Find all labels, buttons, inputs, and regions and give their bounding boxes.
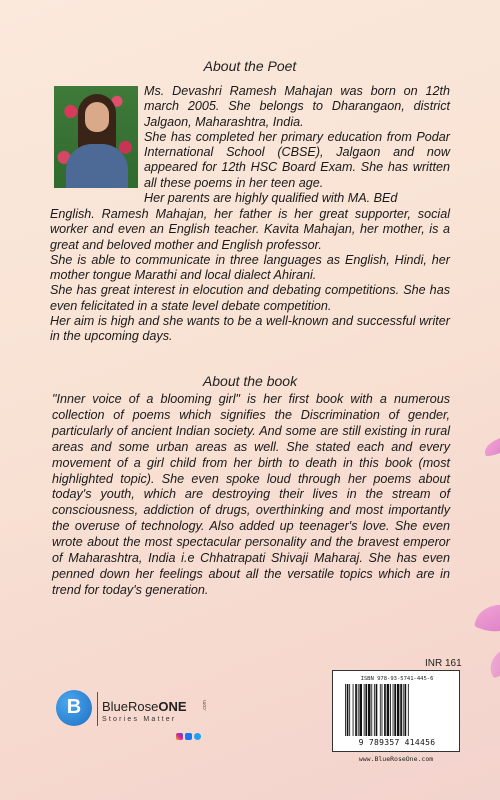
barcode-bar	[408, 684, 409, 736]
isbn-digits: 9 789357 414456	[358, 738, 436, 747]
price-label: INR 161	[425, 658, 462, 669]
barcode-bar	[380, 684, 381, 736]
poet-bio-paragraph: Her aim is high and she wants to be a well-known and successful writer in the upcoming days.	[50, 314, 450, 344]
barcode-bar	[364, 684, 365, 736]
barcode-bar	[390, 684, 391, 736]
social-icons	[176, 727, 203, 745]
instagram-icon	[176, 733, 183, 740]
barcode-bar	[368, 684, 371, 736]
isbn-label: ISBN 978-93-5741-445-6	[360, 676, 434, 682]
barcode-bar	[384, 684, 386, 736]
about-poet-heading: About the Poet	[203, 58, 297, 74]
book-description: "Inner voice of a blooming girl" is her first book with a numerous collection of poems which signifies the Discrimination of gender, particularly of ancient Indian society. And some are still existing in rural areas and some urban areas as well. She stated each and every movement of a girl child from her birth to death in this book (most highlighted topic). She even spoke loud through her poems about today's youth, which are destroying their lives in the stream of consciousness, addiction of drugs, overthinking and most importantly the overuse of technology. Also added up teenager's love. She even wrote about the most spectacular personality and the bravest emperor of Maharashtra, India i.e Chhatrapati Shivaji Maharaj. She has even penned down her feelings about all the versatile topics which are in trend for today's generation.	[52, 392, 450, 597]
poet-bio-narrow	[144, 84, 450, 206]
barcode-bar	[376, 684, 378, 736]
barcode-bar	[347, 684, 349, 736]
poet-bio-paragraph: She has great interest in elocution and debating competitions. She has even felicitated in a state level debate competition.	[50, 283, 450, 313]
publisher-brand	[102, 699, 208, 714]
poet-bio-paragraph: English. Ramesh Mahajan, her father is her great supporter, social worker and even an English teacher. Kavita Mahajan, her mother, is a great and beloved mother and English professor.	[50, 207, 450, 252]
barcode-bar	[365, 684, 367, 736]
facebook-icon	[185, 733, 192, 740]
lotus-petal-decoration	[483, 436, 500, 457]
brand-one: ONE	[158, 699, 187, 714]
poet-bio-paragraph: Ms. Devashri Ramesh Mahajan was born on 12th march 2005. She belongs to Dharangaon, district Jalgaon, Maharashtra, India.	[144, 84, 450, 129]
poet-bio-wide	[50, 207, 450, 345]
poet-photo	[54, 86, 138, 188]
barcode-bar	[394, 684, 396, 736]
logo-letter: B	[66, 696, 82, 718]
publisher-website: www.BlueRoseOne.com	[358, 755, 434, 763]
brand-com: .com	[202, 700, 208, 711]
barcode-bar	[374, 684, 375, 736]
barcode-bar	[405, 684, 407, 736]
barcode-bar	[358, 684, 359, 736]
barcode-bar	[397, 684, 400, 736]
poet-bio-paragraph: She is able to communicate in three languages as English, Hindi, her mother tongue Marathi and local dialect Ahirani.	[50, 252, 450, 283]
barcode-bar	[353, 684, 354, 736]
barcode-bars	[345, 684, 449, 736]
blurose-logo-icon	[56, 690, 92, 726]
barcode-bar	[371, 684, 372, 736]
barcode-bar	[349, 684, 350, 736]
barcode-bar	[393, 684, 394, 736]
isbn-barcode	[332, 670, 460, 752]
lotus-petal-decoration	[474, 596, 500, 640]
twitter-icon	[194, 733, 201, 740]
logo-divider	[97, 692, 98, 726]
barcode-bar	[359, 684, 362, 736]
lotus-petal-decoration	[485, 648, 500, 679]
barcode-bar	[400, 684, 402, 736]
poet-bio-paragraph: She has completed her primary education from Podar International School (CBSE), Jalgaon and now appeared for 12th HSC Board Exam. She has written all these poems in her teen age.	[144, 129, 450, 190]
barcode-bar	[382, 684, 383, 736]
brand-main: BlueRose	[102, 699, 159, 714]
barcode-bar	[387, 684, 390, 736]
about-book-heading: About the book	[202, 373, 298, 389]
barcode-bar	[345, 684, 346, 736]
barcode-bar	[355, 684, 357, 736]
poet-bio-paragraph: Her parents are highly qualified with MA. BEd	[144, 191, 398, 206]
barcode-bar	[403, 684, 404, 736]
publisher-tagline: Stories Matter	[102, 716, 177, 723]
